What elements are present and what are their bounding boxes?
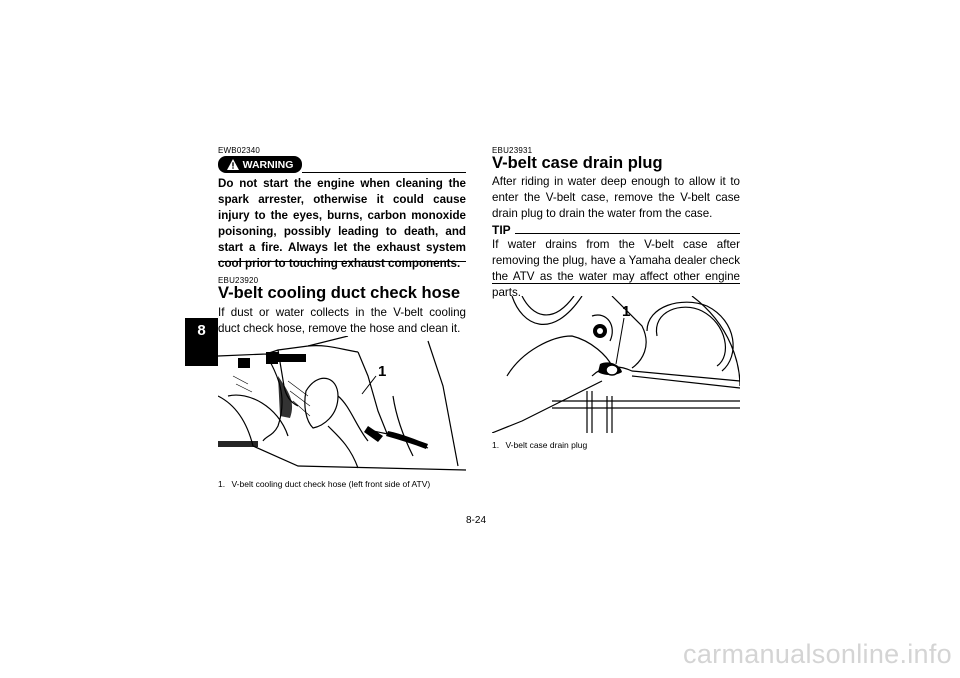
section-code-right: EBU23931 [492, 146, 533, 155]
watermark: carmanualsonline.info [683, 639, 952, 669]
warning-bottom-rule [218, 261, 466, 262]
tip-label: TIP [492, 223, 511, 237]
tip-top-rule [515, 233, 740, 234]
caption-text-right: V-belt case drain plug [505, 440, 588, 450]
warning-label: WARNING [242, 158, 294, 171]
section-text-left: If dust or water collects in the V-belt cooling duct check hose, remove the hose and clean it. [218, 306, 466, 335]
caption-text-left: V-belt cooling duct check hose (left front side of ATV) [231, 479, 431, 489]
warning-top-rule [302, 172, 466, 173]
tip-header [492, 221, 740, 237]
figure-callout-right: 1 [622, 303, 631, 320]
section-text-right: After riding in water deep enough to allow it to enter the V-belt case, remove the V-belt case drain plug to drain the water from the case. [492, 175, 740, 220]
section-title-left: V-belt cooling duct check hose [218, 284, 461, 302]
chapter-tab [185, 318, 218, 366]
caption-right [492, 440, 587, 450]
chapter-tab-number: 8 [197, 322, 206, 339]
warning-triangle-icon [227, 159, 239, 170]
tip-text: If water drains from the V-belt case after removing the plug, have a Yamaha dealer check the ATV as the water may affect other engine parts. [492, 238, 740, 299]
section-code-left: EBU23920 [218, 276, 259, 285]
warning-code: EWB02340 [218, 146, 261, 155]
cooling-duct-hose-illustration [218, 336, 466, 471]
caption-number-left: 1. [218, 479, 226, 489]
drain-plug-illustration [492, 296, 740, 433]
section-title-right: V-belt case drain plug [492, 154, 663, 172]
caption-left [218, 479, 430, 489]
tip-bottom-rule [492, 283, 740, 284]
warning-badge [218, 156, 302, 173]
warning-header [218, 156, 466, 174]
figure-callout-left: 1 [378, 363, 387, 380]
caption-number-right: 1. [492, 440, 500, 450]
warning-text: Do not start the engine when cleaning the spark arrester, otherwise it could cause injury to the eyes, burns, carbon monoxide poisoning, possibly leading to death, and start a fire. Always let the exhaust system cool prior to touching exhaust components. [218, 177, 466, 270]
page-number: 8-24 [466, 515, 487, 526]
